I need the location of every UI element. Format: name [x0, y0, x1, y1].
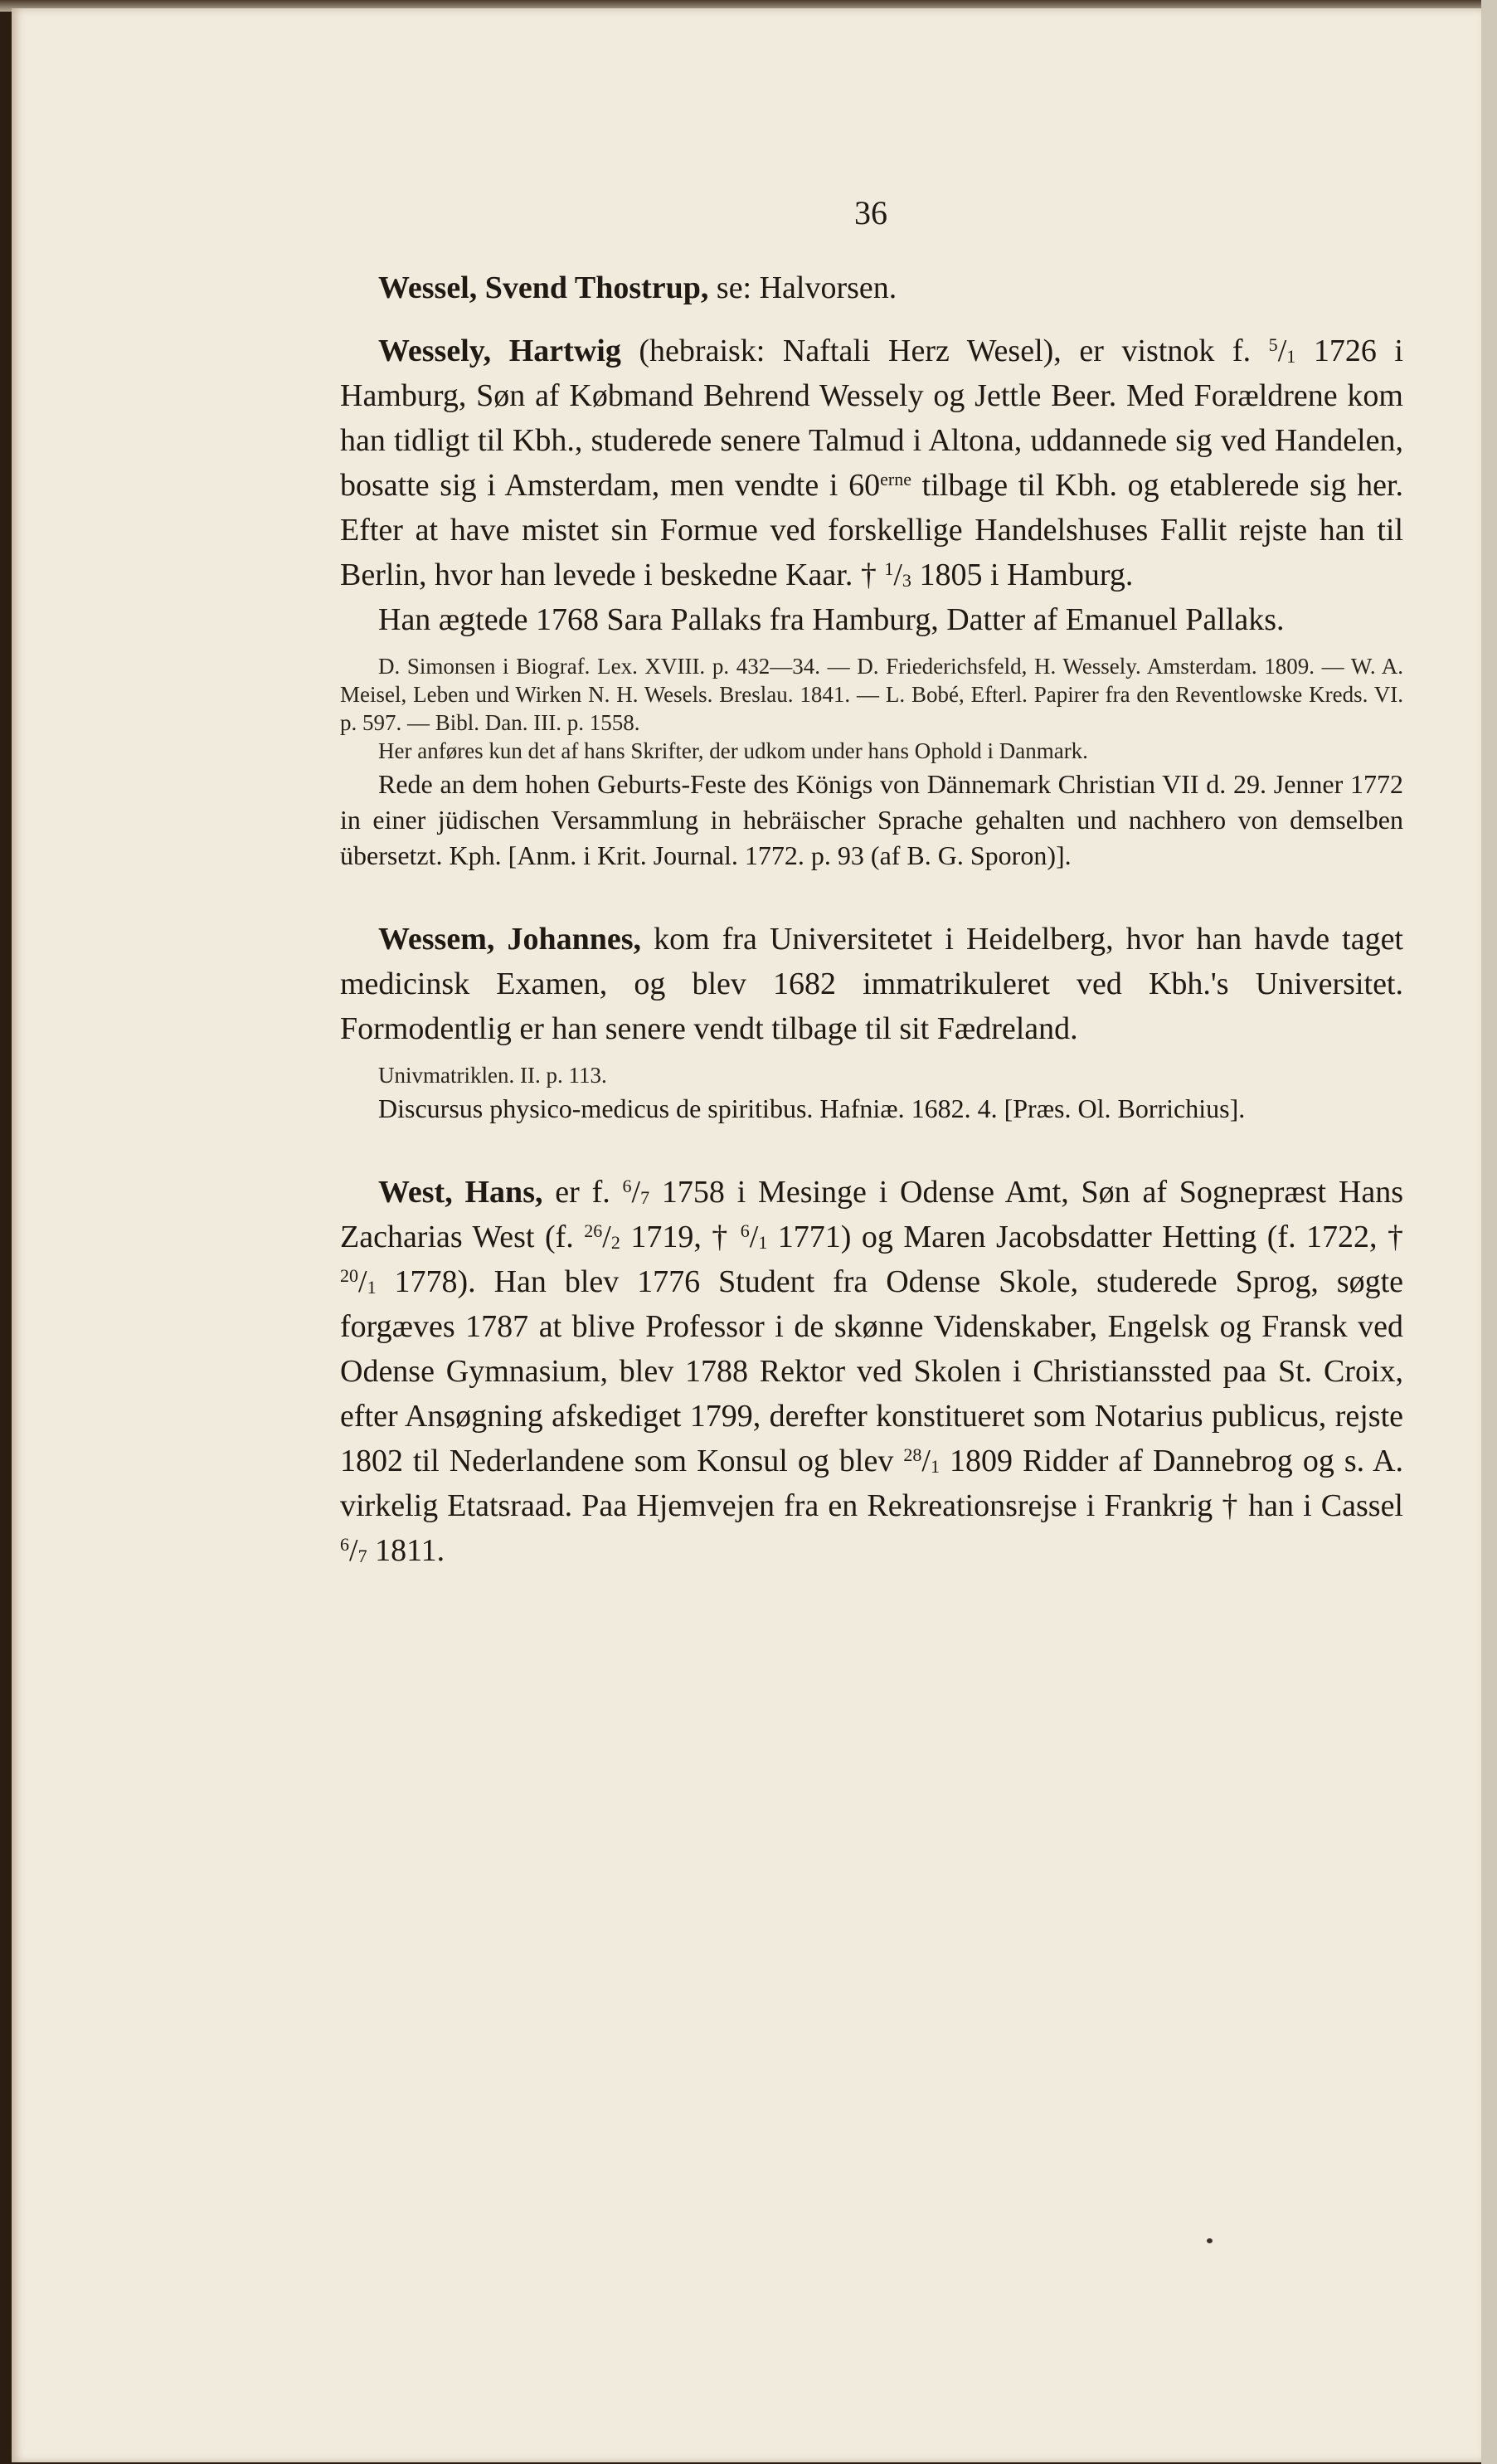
entry-wessel-svend — [340, 265, 1403, 310]
entry-text: 1778). Han blev 1776 Student fra Odense Skole, studerede Sprog, søgte forgæves 1787 at blive Professor i de skønne Videnskaber, Engelsk og Fransk ved Odense Gymnasium, blev 1788 Rektor ved Skolen i Christianssted paa St. Croix, efter Ansøgning afskediget 1799, derefter konstitueret som Notarius publicus, rejste 1802 til Nederlandene som Konsul og blev — [340, 1264, 1403, 1478]
entry-paragraph — [340, 917, 1403, 1051]
reference-list: D. Simonsen i Biograf. Lex. XVIII. p. 432—34. — D. Friederichsfeld, H. Wessely. Amsterdam. 1809. — W. A. Meisel, Leben und Wirken N. H. Wesels. Breslau. 1841. — L. Bobé, Efterl. Papirer fra den Reventlowske Kreds. VI. p. 597. — Bibl. Dan. III. p. 1558. — [340, 654, 1403, 735]
date-fraction: $^{28}/_1$ — [903, 1444, 940, 1478]
headword: Wessely, Hartwig — [378, 334, 621, 368]
entry-west-hans — [340, 1170, 1403, 1573]
references — [340, 1061, 1403, 1089]
date-fraction: $^6/_1$ — [740, 1220, 768, 1254]
date-fraction: $^{20}/_1$ — [340, 1264, 377, 1299]
entry-text: 1809 Ridder af Dannebrog og s. A. virkelig Etatsraad. Paa Hjemvejen fra en Rekreationsrejse i Frankrig † han i Cassel — [340, 1444, 1403, 1523]
entry-text: 1811. — [367, 1533, 445, 1568]
entry-paragraph — [340, 265, 1403, 310]
entry-paragraph-marriage: Han ægtede 1768 Sara Pallaks fra Hamburg, Datter af Emanuel Pallaks. — [378, 602, 1285, 637]
date-fraction: $^6/_7$ — [622, 1175, 650, 1210]
references — [340, 652, 1403, 765]
date-fraction: $^5/_1$ — [1268, 334, 1296, 368]
entry-text: 1726 i Hamburg, Søn af Købmand Behrend Wessely og Jettle Beer. Med Forældrene kom han tidligt til Kbh., studerede senere Talmud i Altona, uddannede sig ved Handelen, bosatte sig i Amsterdam, men vendte i 60 — [340, 334, 1403, 503]
entry-text: 1719, † — [620, 1220, 741, 1254]
date-fraction: $^1/_3$ — [884, 558, 911, 592]
page-number: 36 — [854, 194, 887, 231]
headword: West, Hans, — [378, 1175, 543, 1210]
entry-text: 1771) og Maren Jacobsdatter Hetting (f. 1722, † — [767, 1220, 1403, 1254]
entry-text: er f. — [542, 1175, 623, 1210]
entry-wessely-hartwig — [340, 329, 1403, 874]
entry-text: 1758 i Mesinge i Odense Amt, Søn af Sognepræst Hans Zacharias West (f. — [340, 1175, 1403, 1254]
works — [340, 767, 1403, 874]
work-title: Discursus physico-medicus de spiritibus. Hafniæ. 1682. 4. [Præs. Ol. Borrichius]. — [378, 1093, 1246, 1123]
page-body — [340, 265, 1403, 1583]
entry-paragraph — [340, 1170, 1403, 1573]
superscript-suffix: erne — [880, 468, 912, 489]
entry-text: (hebraisk: Naftali Herz Wesel), er vistnok f. — [620, 334, 1269, 368]
entry-wessem-johannes — [340, 917, 1403, 1127]
entry-text: tilbage til Kbh. og etablerede sig her. Efter at have mistet sin Formue ved forskellige Handelshuses Fallit rejste han til Berlin, hvor han levede i beskedne Kaar. † — [340, 468, 1403, 592]
reference-list: Univmatriklen. II. p. 113. — [378, 1063, 607, 1088]
entry-paragraph — [340, 329, 1403, 597]
date-fraction: $^6/_7$ — [340, 1533, 367, 1568]
reference-note: Her anføres kun det af hans Skrifter, der udkom under hans Ophold i Danmark. — [378, 738, 1088, 763]
entry-text: se: Halvorsen. — [708, 270, 897, 305]
entry-text: 1805 i Hamburg. — [911, 558, 1134, 592]
headword: Wessem, Johannes, — [378, 922, 641, 957]
entry-text: kom fra Universitetet i Heidelberg, hvor han havde taget medicinsk Examen, og blev 1682 immatrikuleret ved Kbh.'s Universitet. Formodentlig er han senere vendt tilbage til sit Fædreland. — [340, 922, 1403, 1046]
work-title: Rede an dem hohen Geburts-Feste des Königs von Dännemark Christian VII d. 29. Jenner 1772 in einer jüdischen Versammlung in hebräischer Sprache gehalten und nachhero von demselben übersetzt. Kph. [Anm. i Krit. Journal. 1772. p. 93 (af B. G. Sporon)]. — [340, 769, 1403, 870]
headword: Wessel, Svend Thostrup, — [378, 270, 709, 305]
ink-speck — [1207, 2238, 1213, 2243]
date-fraction: $^{26}/_2$ — [584, 1220, 620, 1254]
page-edge-right — [1481, 0, 1497, 2464]
works — [340, 1091, 1403, 1127]
